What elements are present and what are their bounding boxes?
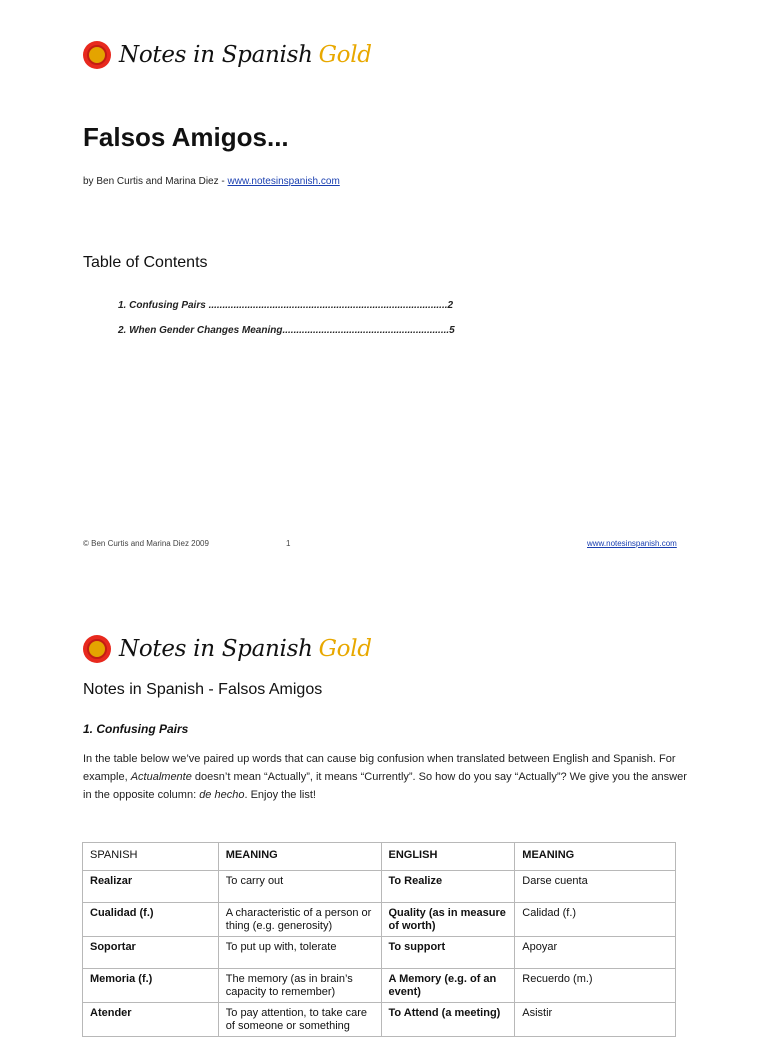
table-row (83, 1003, 676, 1037)
logo (83, 632, 372, 666)
byline (83, 176, 340, 187)
toc-heading: Table of Contents (83, 254, 208, 271)
spanish-cell: Soportar (83, 937, 219, 969)
spanish-cell: Cualidad (f.) (83, 903, 219, 937)
sub-title: 1. Confusing Pairs (83, 722, 189, 736)
table-row (83, 871, 676, 903)
toc-item-gender-meaning[interactable]: 2. When Gender Changes Meaning............................................................5 (118, 325, 455, 336)
page-title: Falsos Amigos... (83, 122, 289, 152)
meaning-cell: Asistir (515, 1003, 676, 1037)
byline-text: by Ben Curtis and Marina Diez - (83, 176, 228, 187)
column-header: SPANISH (83, 843, 219, 871)
table-row (83, 937, 676, 969)
english-cell: To support (381, 937, 515, 969)
meaning-cell: Recuerdo (m.) (515, 969, 676, 1003)
footer-copyright: © Ben Curtis and Marina Diez 2009 (83, 539, 209, 548)
english-cell: A Memory (e.g. of an event) (381, 969, 515, 1003)
spanish-cell: Memoria (f.) (83, 969, 219, 1003)
meaning-cell: Darse cuenta (515, 871, 676, 903)
meaning-cell: To put up with, tolerate (218, 937, 381, 969)
english-cell: To Realize (381, 871, 515, 903)
logo-text: Notes in Spanish Gold (119, 636, 372, 662)
table-row (83, 969, 676, 1003)
meaning-cell: Apoyar (515, 937, 676, 969)
english-cell: Quality (as in measure of worth) (381, 903, 515, 937)
section-title: Notes in Spanish - Falsos Amigos (83, 681, 323, 698)
confusing-pairs-table (82, 842, 676, 1037)
footer-website-link[interactable]: www.notesinspanish.com (587, 539, 677, 548)
english-cell: To Attend (a meeting) (381, 1003, 515, 1037)
meaning-cell: A characteristic of a person or thing (e.g. generosity) (218, 903, 381, 937)
spanish-cell: Realizar (83, 871, 219, 903)
notes-in-spanish-logo-icon (83, 41, 111, 69)
table-header-row (83, 843, 676, 871)
column-header: MEANING (218, 843, 381, 871)
spanish-cell: Atender (83, 1003, 219, 1037)
meaning-cell: To carry out (218, 871, 381, 903)
notes-in-spanish-logo-icon (83, 635, 111, 663)
website-link[interactable]: www.notesinspanish.com (227, 176, 340, 187)
column-header: ENGLISH (381, 843, 515, 871)
column-header: MEANING (515, 843, 676, 871)
toc-item-confusing-pairs[interactable]: 1. Confusing Pairs ......................................................................................2 (118, 300, 454, 311)
logo-text: Notes in Spanish Gold (119, 42, 372, 68)
table-row (83, 903, 676, 937)
footer-page-number: 1 (286, 539, 291, 548)
intro-paragraph: In the table below we’ve paired up words that can cause big confusion when translated between English and Spanish. For example, Actualmente doesn’t mean “Actually”, it means “Currently”. So how do you say “Actually”? We give you the answer in the opposite column: de hecho. Enjoy the list! (83, 753, 687, 801)
footer-link-wrap (587, 539, 677, 548)
meaning-cell: To pay attention, to take care of someone or something (218, 1003, 381, 1037)
meaning-cell: The memory (as in brain’s capacity to remember) (218, 969, 381, 1003)
logo (83, 38, 372, 72)
meaning-cell: Calidad (f.) (515, 903, 676, 937)
